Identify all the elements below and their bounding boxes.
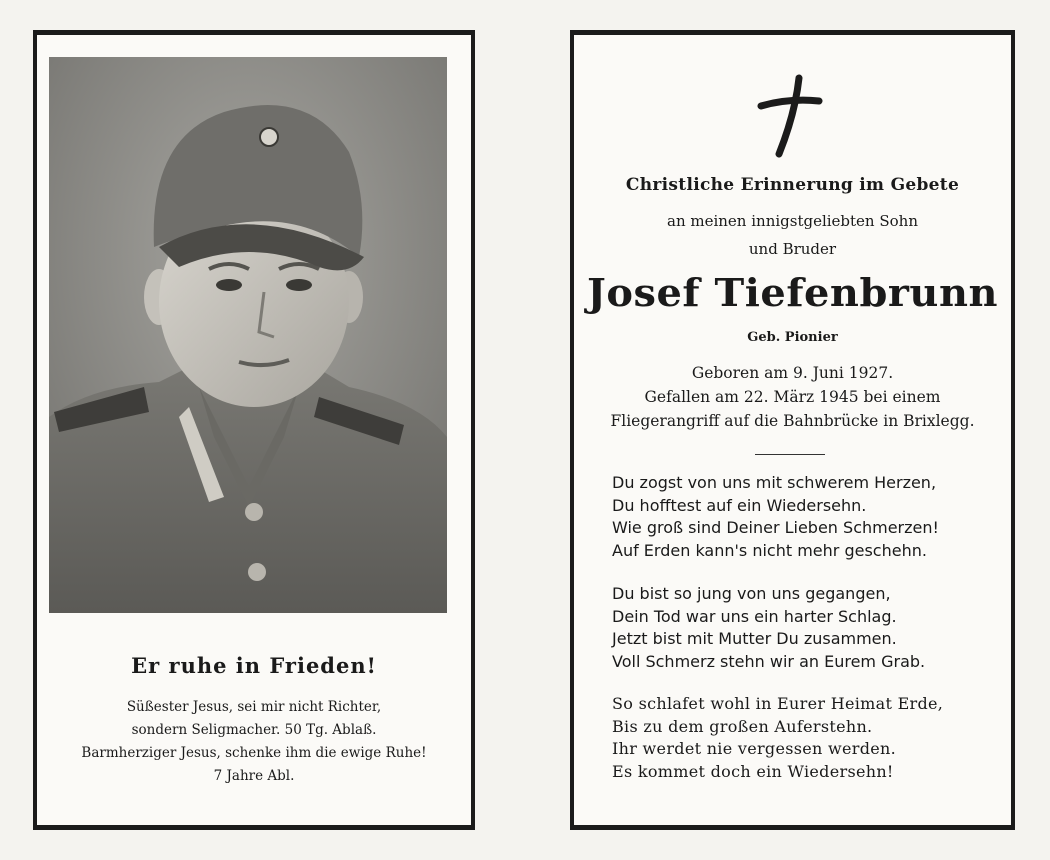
prayer-line: sondern Seligmacher. 50 Tg. Ablaß.: [131, 722, 377, 738]
prayer-block: [37, 696, 471, 788]
poem-stanza-3: [612, 693, 943, 783]
poem-line: Es kommet doch ein Wiedersehn!: [612, 761, 894, 781]
left-card: [33, 30, 475, 830]
prayer-line: Süßester Jesus, sei mir nicht Richter,: [126, 699, 382, 715]
poem-line: Du bist so jung von uns gegangen,: [612, 584, 891, 603]
death-line-1: Gefallen am 22. März 1945 bei einem: [644, 388, 941, 406]
right-card: [570, 30, 1015, 830]
military-rank: Geb. Pionier: [747, 330, 838, 345]
deceased-name: Josef Tiefenbrunn: [586, 270, 999, 315]
card-border-left: [570, 30, 574, 830]
poem-line: Auf Erden kann's nicht mehr geschehn.: [612, 540, 927, 560]
card-border-bottom: [33, 825, 475, 830]
poem-line: Dein Tod war uns ein harter Schlag.: [612, 606, 897, 626]
rest-in-peace-title: Er ruhe in Frieden!: [131, 653, 377, 678]
poem-stanza-2: [612, 583, 925, 673]
dedication-line-2: und Bruder: [748, 240, 837, 258]
poem-line: Du hofftest auf ein Wiedersehn.: [612, 495, 867, 515]
poem-line: Voll Schmerz stehn wir an Eurem Grab.: [612, 651, 926, 671]
card-border-right: [471, 30, 475, 830]
poem-line: Ihr werdet nie vergessen werden.: [612, 739, 897, 758]
card-border-bottom: [570, 825, 1015, 830]
poem-line: Jetzt bist mit Mutter Du zusammen.: [612, 629, 897, 648]
poem-line: So schlafet wohl in Eurer Heimat Erde,: [612, 694, 944, 713]
birth-date: Geboren am 9. Juni 1927.: [691, 364, 894, 382]
dedication-line-1: an meinen innigstgeliebten Sohn: [667, 212, 918, 230]
card-border-right: [1011, 30, 1015, 830]
prayer-line: Barmherziger Jesus, schenke ihm die ewige Ruhe!: [81, 745, 427, 761]
divider-rule: [755, 454, 825, 455]
remembrance-heading: Christliche Erinnerung im Gebete: [625, 175, 960, 195]
soldier-portrait-photo: [49, 57, 447, 613]
poem-stanza-1: [612, 472, 939, 562]
poem-line: Du zogst von uns mit schwerem Herzen,: [612, 473, 937, 492]
latin-cross-icon: [755, 74, 825, 158]
card-border-top: [570, 30, 1015, 35]
card-border-top: [33, 30, 475, 35]
prayer-line: 7 Jahre Abl.: [213, 768, 295, 784]
poem-line: Bis zu dem großen Auferstehn.: [612, 716, 873, 736]
death-line-2: Fliegerangriff auf die Bahnbrücke in Brixlegg.: [610, 412, 975, 430]
poem-line: Wie groß sind Deiner Lieben Schmerzen!: [612, 518, 939, 537]
